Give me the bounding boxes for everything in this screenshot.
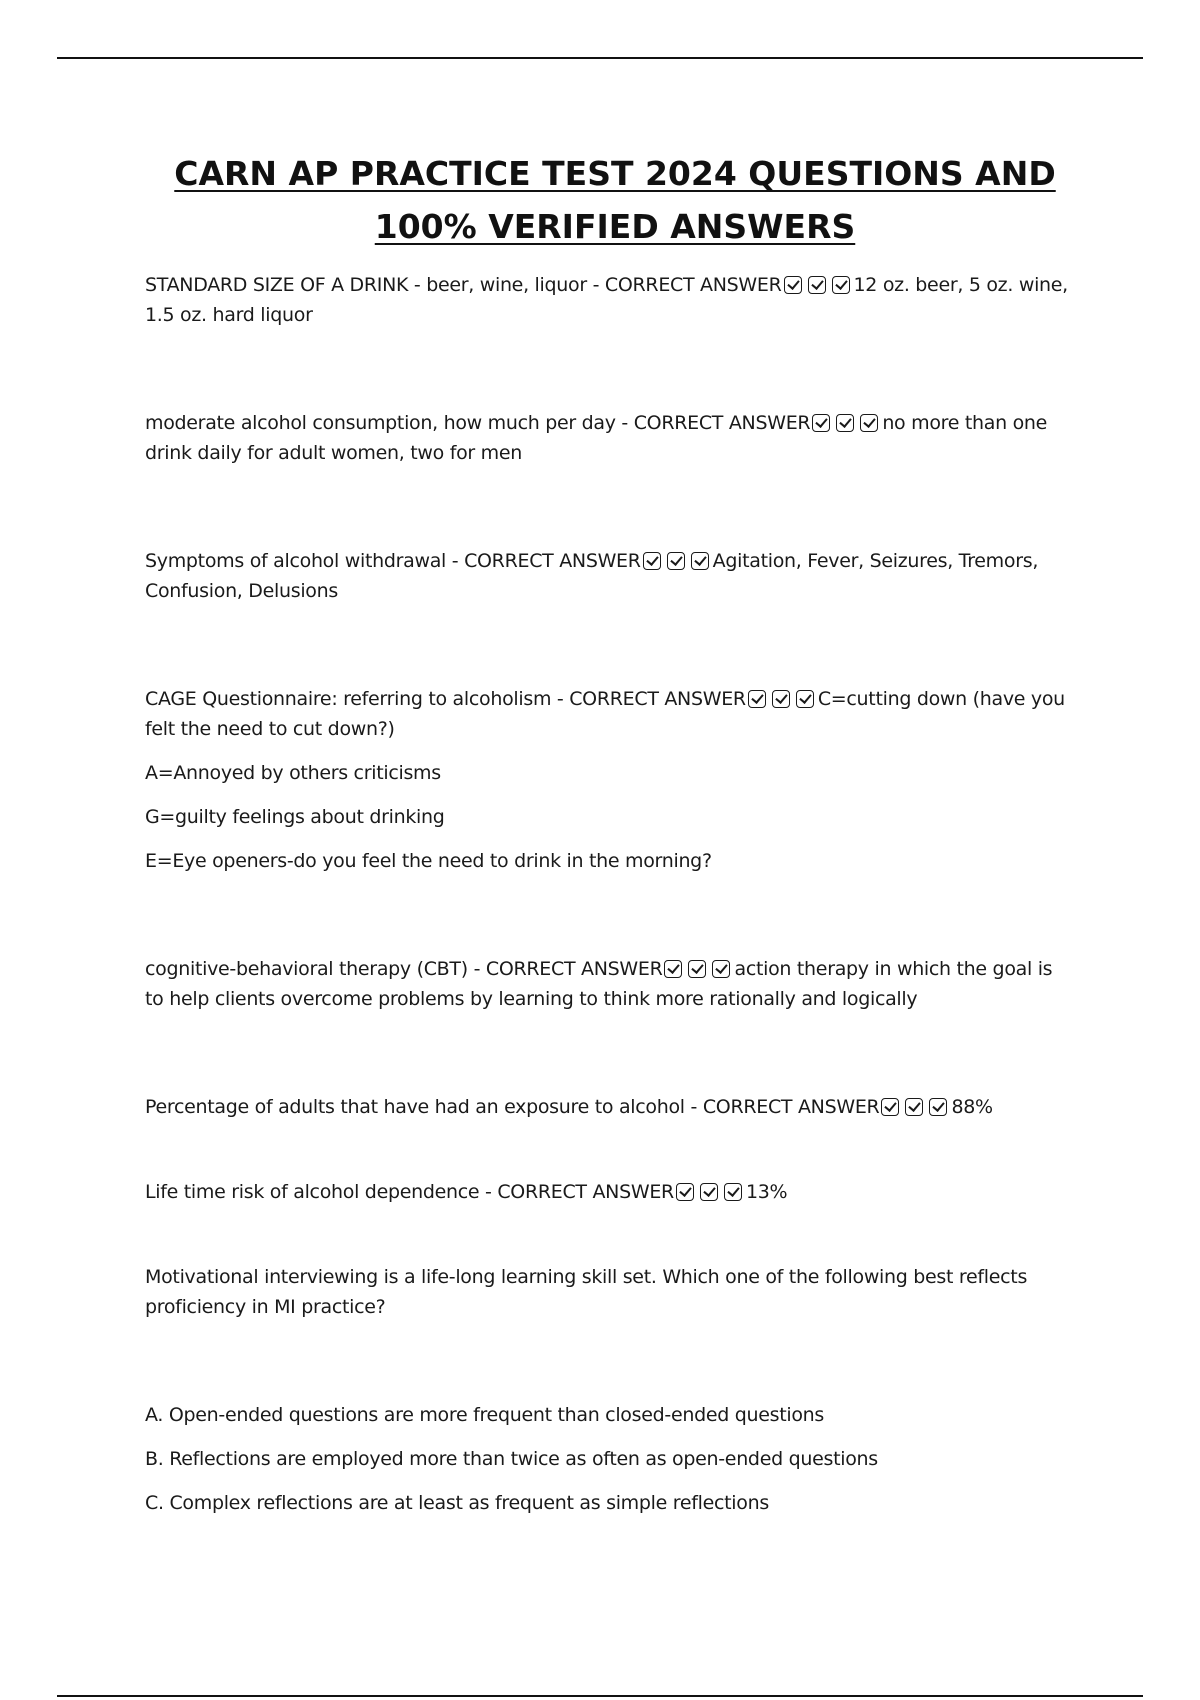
answer-text: no more than one drink daily for adult women, two for men [145,412,1048,464]
question-text: Percentage of adults that have had an exposure to alcohol - [145,1096,703,1118]
checkbox-check-icon [688,960,706,978]
qa-item-dependence-risk [145,1177,1075,1207]
answer-marker: CORRECT ANSWER [464,550,641,572]
checkbox-check-icon [691,552,709,570]
checkbox-check-icon [836,414,854,432]
mi-question: Motivational interviewing is a life-long learning skill set. Which one of the following best reflects proficiency in MI practice? [145,1266,1028,1318]
cage-line-g: G=guilty feelings about drinking [145,806,445,828]
qa-item-standard-drink [145,270,1075,330]
checkbox-check-icon [748,690,766,708]
answer-text: 12 oz. beer, 5 oz. wine, 1.5 oz. hard liquor [145,274,1068,326]
answer-marker: CORRECT ANSWER [497,1181,674,1203]
answer-text: action therapy in which the goal is to help clients overcome problems by learning to think more rationally and logically [145,958,1053,1010]
checkbox-check-icon [812,414,830,432]
cage-line-a: A=Annoyed by others criticisms [145,762,441,784]
qa-item-cbt [145,954,1075,1014]
answer-marker: CORRECT ANSWER [485,958,663,980]
checkbox-check-icon [676,1183,694,1201]
checkmarks [662,958,734,980]
qa-item-withdrawal-symptoms [145,546,1075,606]
checkbox-check-icon [905,1098,923,1116]
question-text: Symptoms of alcohol withdrawal - [145,550,465,572]
answer-marker: CORRECT ANSWER [604,274,782,296]
answer-text: 88% [951,1096,993,1118]
checkmarks [641,550,713,572]
answer-marker: CORRECT ANSWER [702,1096,880,1118]
checkmarks [810,412,882,434]
mi-option-c: C. Complex reflections are at least as frequent as simple reflections [145,1492,769,1514]
checkbox-check-icon [929,1098,947,1116]
answer-text: C=cutting down (have you felt the need to cut down?) [145,688,1065,740]
bottom-rule [57,1695,1143,1697]
question-text: STANDARD SIZE OF A DRINK - beer, wine, liquor - [145,274,605,296]
checkmarks [782,274,854,296]
checkbox-check-icon [881,1098,899,1116]
top-rule [57,57,1143,59]
qa-item-moderate-consumption [145,408,1075,468]
qa-item-cage-questionnaire [145,684,1075,744]
checkbox-check-icon [724,1183,742,1201]
checkbox-check-icon [643,552,661,570]
checkbox-check-icon [796,690,814,708]
checkbox-check-icon [860,414,878,432]
document-body [145,270,1075,1518]
checkmarks [746,688,818,710]
answer-marker: CORRECT ANSWER [633,412,811,434]
checkbox-check-icon [784,276,802,294]
cage-line-e: E=Eye openers-do you feel the need to drink in the morning? [145,850,712,872]
checkmarks [879,1096,951,1118]
checkbox-check-icon [667,552,685,570]
checkmarks [674,1181,746,1203]
answer-marker: CORRECT ANSWER [569,688,746,710]
checkbox-check-icon [808,276,826,294]
mi-option-b: B. Reflections are employed more than twice as often as open-ended questions [145,1448,878,1470]
checkbox-check-icon [832,276,850,294]
checkbox-check-icon [772,690,790,708]
checkbox-check-icon [712,960,730,978]
question-text: CAGE Questionnaire: referring to alcoholism - [145,688,570,710]
question-text: Life time risk of alcohol dependence - [145,1181,498,1203]
document-title: CARN AP PRACTICE TEST 2024 QUESTIONS AND 100% VERIFIED ANSWERS [174,154,1056,246]
checkbox-check-icon [664,960,682,978]
checkbox-check-icon [700,1183,718,1201]
answer-text: Agitation, Fever, Seizures, Tremors, Confusion, Delusions [145,550,1039,602]
qa-item-alcohol-exposure [145,1092,1075,1122]
answer-text: 13% [745,1181,788,1203]
question-text: moderate alcohol consumption, how much per day - [145,412,634,434]
mi-option-a: A. Open-ended questions are more frequent than closed-ended questions [145,1404,825,1426]
question-text: cognitive-behavioral therapy (CBT) - [145,958,486,980]
